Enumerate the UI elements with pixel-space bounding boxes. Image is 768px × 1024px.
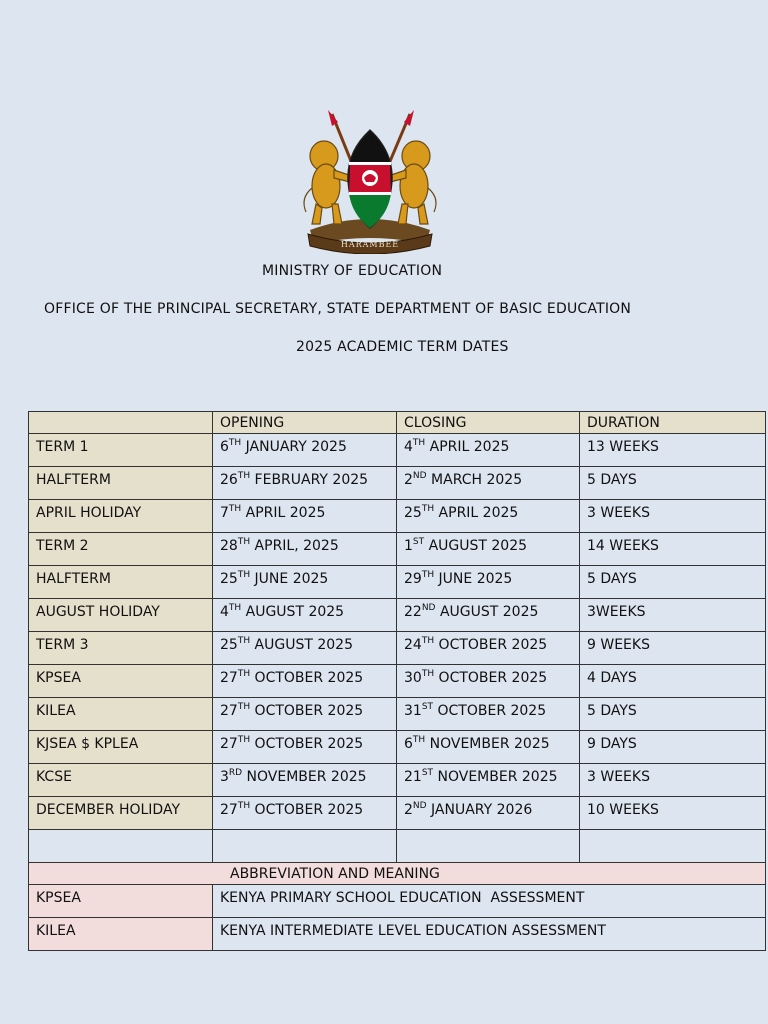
duration: 4 DAYS	[580, 665, 766, 698]
day-number: 7	[220, 505, 229, 521]
ordinal-suffix: TH	[237, 735, 251, 745]
abbreviation: KILEA	[29, 918, 213, 951]
day-number: 25	[220, 637, 238, 653]
month-year: OCTOBER 2025	[250, 670, 364, 686]
table-row	[29, 632, 766, 665]
row-label: HALFTERM	[29, 467, 213, 500]
day-number: 27	[220, 670, 238, 686]
row-label: HALFTERM	[29, 566, 213, 599]
ordinal-suffix: ST	[412, 537, 425, 547]
opening-date	[213, 665, 397, 698]
table-row	[29, 797, 766, 830]
month-year: OCTOBER 2025	[250, 703, 364, 719]
kenya-coat-of-arms	[294, 108, 446, 254]
row-label: TERM 1	[29, 434, 213, 467]
empty-cell	[29, 830, 213, 863]
column-header-opening: OPENING	[213, 412, 397, 434]
abbreviation-title: ABBREVIATION AND MEANING	[29, 863, 766, 885]
duration: 10 WEEKS	[580, 797, 766, 830]
ordinal-suffix: ND	[412, 471, 427, 481]
opening-date	[213, 698, 397, 731]
empty-cell	[213, 830, 397, 863]
month-year: OCTOBER 2025	[250, 802, 364, 818]
month-year: AUGUST 2025	[424, 538, 528, 554]
abbreviation-meaning: KENYA PRIMARY SCHOOL EDUCATION ASSESSMENT	[213, 885, 766, 918]
day-number: 28	[220, 538, 238, 554]
closing-date	[397, 500, 580, 533]
abbreviation: KPSEA	[29, 885, 213, 918]
row-label: KILEA	[29, 698, 213, 731]
opening-date	[213, 467, 397, 500]
month-year: OCTOBER 2025	[434, 670, 548, 686]
row-label: DECEMBER HOLIDAY	[29, 797, 213, 830]
ordinal-suffix: TH	[421, 504, 435, 514]
month-year: FEBRUARY 2025	[250, 472, 369, 488]
duration: 5 DAYS	[580, 698, 766, 731]
day-number: 31	[404, 703, 422, 719]
opening-date	[213, 566, 397, 599]
closing-date	[397, 467, 580, 500]
duration: 3 WEEKS	[580, 764, 766, 797]
row-label: TERM 3	[29, 632, 213, 665]
closing-date	[397, 599, 580, 632]
row-label: AUGUST HOLIDAY	[29, 599, 213, 632]
day-number: 22	[404, 604, 422, 620]
duration: 3 WEEKS	[580, 500, 766, 533]
table-row	[29, 467, 766, 500]
duration: 9 DAYS	[580, 731, 766, 764]
day-number: 30	[404, 670, 422, 686]
opening-date	[213, 533, 397, 566]
abbreviation-row	[29, 885, 766, 918]
abbreviation-meaning: KENYA INTERMEDIATE LEVEL EDUCATION ASSESSMENT	[213, 918, 766, 951]
table-row	[29, 764, 766, 797]
month-year: APRIL 2025	[434, 505, 519, 521]
closing-date	[397, 632, 580, 665]
closing-date	[397, 434, 580, 467]
motto-text: HARAMBEE	[340, 240, 400, 249]
ordinal-suffix: TH	[237, 570, 251, 580]
day-number: 27	[220, 736, 238, 752]
ordinal-suffix: ST	[421, 702, 434, 712]
closing-date	[397, 665, 580, 698]
day-number: 24	[404, 637, 422, 653]
month-year: APRIL 2025	[241, 505, 326, 521]
table-row	[29, 434, 766, 467]
month-year: JANUARY 2026	[426, 802, 533, 818]
day-number: 26	[220, 472, 238, 488]
opening-date	[213, 764, 397, 797]
day-number: 4	[220, 604, 229, 620]
ordinal-suffix: ND	[421, 603, 436, 613]
month-year: AUGUST 2025	[241, 604, 345, 620]
day-number: 27	[220, 703, 238, 719]
table-row	[29, 533, 766, 566]
table-row	[29, 500, 766, 533]
office-heading: OFFICE OF THE PRINCIPAL SECRETARY, STATE DEPARTMENT OF BASIC EDUCATION	[44, 301, 632, 317]
ordinal-suffix: ST	[421, 768, 434, 778]
opening-date	[213, 500, 397, 533]
day-number: 6	[220, 439, 229, 455]
ordinal-suffix: TH	[228, 603, 242, 613]
term-dates-table	[28, 411, 766, 951]
opening-date	[213, 599, 397, 632]
day-number: 2	[404, 802, 413, 818]
day-number: 25	[220, 571, 238, 587]
day-number: 29	[404, 571, 422, 587]
closing-date	[397, 797, 580, 830]
day-number: 21	[404, 769, 422, 785]
month-year: MARCH 2025	[426, 472, 523, 488]
ordinal-suffix: TH	[228, 504, 242, 514]
right-lion	[388, 141, 436, 224]
row-label: KJSEA $ KPLEA	[29, 731, 213, 764]
month-year: NOVEMBER 2025	[433, 769, 558, 785]
table-row	[29, 566, 766, 599]
month-year: OCTOBER 2025	[433, 703, 547, 719]
ordinal-suffix: TH	[237, 702, 251, 712]
month-year: AUGUST 2025	[250, 637, 353, 653]
month-year: OCTOBER 2025	[434, 637, 548, 653]
row-label: TERM 2	[29, 533, 213, 566]
empty-cell	[397, 830, 580, 863]
closing-date	[397, 566, 580, 599]
ordinal-suffix: TH	[421, 570, 435, 580]
opening-date	[213, 731, 397, 764]
shield	[348, 130, 392, 228]
duration: 3WEEKS	[580, 599, 766, 632]
day-number: 25	[404, 505, 422, 521]
duration: 13 WEEKS	[580, 434, 766, 467]
duration: 5 DAYS	[580, 566, 766, 599]
month-year: APRIL 2025	[425, 439, 510, 455]
column-header	[29, 412, 213, 434]
month-year: OCTOBER 2025	[250, 736, 364, 752]
ordinal-suffix: TH	[228, 438, 242, 448]
closing-date	[397, 731, 580, 764]
ordinal-suffix: TH	[237, 801, 251, 811]
row-label: KCSE	[29, 764, 213, 797]
opening-date	[213, 632, 397, 665]
month-year: APRIL, 2025	[250, 538, 339, 554]
day-number: 4	[404, 439, 413, 455]
ordinal-suffix: TH	[412, 438, 426, 448]
ordinal-suffix: TH	[237, 636, 251, 646]
opening-date	[213, 797, 397, 830]
ordinal-suffix: ND	[412, 801, 427, 811]
ordinal-suffix: TH	[237, 537, 251, 547]
duration: 5 DAYS	[580, 467, 766, 500]
row-label: KPSEA	[29, 665, 213, 698]
table-row	[29, 599, 766, 632]
ministry-heading: MINISTRY OF EDUCATION	[262, 263, 443, 279]
table-header-row	[29, 412, 766, 434]
ordinal-suffix: RD	[228, 768, 243, 778]
closing-date	[397, 764, 580, 797]
month-year: JANUARY 2025	[241, 439, 347, 455]
opening-date	[213, 434, 397, 467]
day-number: 6	[404, 736, 413, 752]
month-year: JUNE 2025	[434, 571, 513, 587]
duration: 9 WEEKS	[580, 632, 766, 665]
abbreviation-row	[29, 918, 766, 951]
closing-date	[397, 698, 580, 731]
day-number: 27	[220, 802, 238, 818]
month-year: NOVEMBER 2025	[425, 736, 550, 752]
day-number: 2	[404, 472, 413, 488]
blank-row	[29, 830, 766, 863]
empty-cell	[580, 830, 766, 863]
ordinal-suffix: TH	[421, 636, 435, 646]
table-row	[29, 731, 766, 764]
ordinal-suffix: TH	[237, 669, 251, 679]
document-title: 2025 ACADEMIC TERM DATES	[296, 339, 509, 355]
ordinal-suffix: TH	[412, 735, 426, 745]
month-year: JUNE 2025	[250, 571, 329, 587]
left-lion	[304, 141, 352, 224]
day-number: 1	[404, 538, 413, 554]
day-number: 3	[220, 769, 229, 785]
row-label: APRIL HOLIDAY	[29, 500, 213, 533]
month-year: AUGUST 2025	[435, 604, 539, 620]
ordinal-suffix: TH	[421, 669, 435, 679]
table-row	[29, 665, 766, 698]
duration: 14 WEEKS	[580, 533, 766, 566]
month-year: NOVEMBER 2025	[242, 769, 367, 785]
closing-date	[397, 533, 580, 566]
table-row	[29, 698, 766, 731]
ordinal-suffix: TH	[237, 471, 251, 481]
abbreviation-header-row	[29, 863, 766, 885]
column-header-duration: DURATION	[580, 412, 766, 434]
column-header-closing: CLOSING	[397, 412, 580, 434]
